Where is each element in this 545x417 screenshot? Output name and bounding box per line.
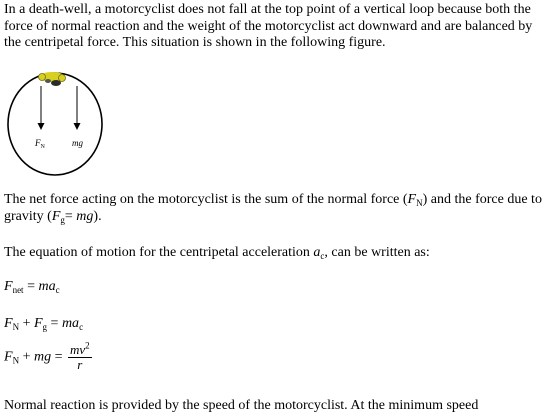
centripetal-fraction: [68, 340, 92, 372]
closing-paragraph: Normal reaction is provided by the speed of the motorcyclist. At the minimum speed: [4, 398, 479, 413]
fraction-numerator: $mv^2$: [70, 340, 90, 357]
equation-intro-paragraph: The equation of motion for the centripetal acceleration $a_c$, can be written as:: [4, 245, 430, 261]
fraction-denominator: r: [77, 357, 83, 372]
weight-arrowhead: [74, 123, 81, 130]
vertical-loop-diagram: [4, 66, 110, 178]
mg-label: mg: [72, 138, 83, 148]
loop-figure: [4, 66, 110, 178]
net-force-paragraph: The net force acting on the motorcyclist is the sum of the normal force $(F_N)$ and the force due to gravity $(F_g= mg)$.: [4, 192, 542, 225]
equation-centripetal: $F_N$ + mg = $\frac{mv^2}{r}$: [4, 340, 90, 372]
intro-paragraph: In a death-well, a motorcyclist does not fall at the top point of a vertical loop because both the force of normal reaction and the weight of the motorcyclist act downward and are balanced by the centripetal force. This situation is shown in the following figure.: [4, 2, 533, 50]
motorcyclist-icon: [39, 72, 66, 86]
fn-label: $F_N$: [35, 138, 45, 150]
vertical-loop-circle: [8, 73, 102, 175]
equation-force-sum: $F_N + F_g = ma_c$: [4, 316, 84, 332]
normal-force-arrowhead: [38, 123, 45, 130]
equation-net-force: $F_{net} = ma_c$: [4, 279, 60, 295]
